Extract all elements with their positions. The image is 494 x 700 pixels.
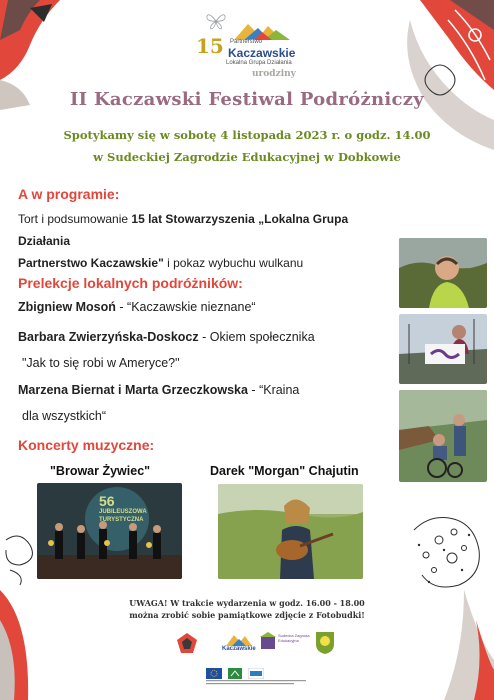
logo-small-text: Partnerstwo	[230, 39, 263, 45]
speaker-2-topic-2: "Jak to się robi w Ameryce?"	[22, 356, 180, 370]
zagroda-logo-icon	[260, 632, 276, 650]
speaker-2-photo	[399, 314, 487, 384]
kaczawskie-logo-mountains	[226, 632, 252, 646]
speaker-3-photo	[399, 390, 487, 482]
funding-text-lines	[206, 680, 306, 686]
speaker-2-name: Barbara Zwierzyńska-Doskocz	[18, 330, 199, 344]
eu-flag-icon	[206, 668, 222, 679]
speaker-3-topic-2: dla wszystkich“	[22, 409, 107, 423]
speaker-3-name: Marzena Biernat i Marta Grzeczkowska	[18, 383, 248, 397]
speaker-2-topic: Okiem społecznika	[209, 330, 315, 344]
butterfly-icon	[206, 12, 226, 30]
meeting-line-1: Spotykamy się w sobotę 4 listopada 2023 r. o godz. 14.00	[63, 128, 431, 142]
stage-text-1: JUBILEUSZOWA	[99, 509, 147, 515]
meeting-line-2: w Sudeckiej Zagrodzie Edukacyjnej w Dobkowie	[93, 150, 401, 164]
notice-line-2: można zrobić sobie pamiątkowe zdjęcie z Fotobudki!	[129, 610, 365, 620]
program-text	[18, 208, 398, 274]
zagroda-logo-text: Sudecka Zagroda Edukacyjna	[278, 633, 310, 643]
stage-number: 56	[99, 493, 115, 509]
logo-number: 15	[196, 34, 224, 58]
program-line2-b: Partnerstwo Kaczawskie"	[18, 256, 164, 270]
speaker-2-sep: -	[198, 330, 210, 344]
speaker-1-photo	[399, 238, 487, 308]
speaker-3-topic: “Kraina	[259, 383, 300, 397]
logo-subtitle: Lokalna Grupa Działania	[226, 60, 292, 66]
logo-urodziny: urodziny	[252, 69, 296, 79]
band-2-photo	[218, 484, 363, 579]
kaczawskie-logo-text: Kaczawskie	[222, 646, 256, 652]
program-line2-a: i pokaz wybuchu wulkanu	[163, 256, 304, 270]
speaker-1-sep: -	[115, 300, 128, 314]
speaker-2	[18, 326, 398, 374]
crest-logo	[314, 630, 336, 654]
notice-line-1: UWAGA! W trakcie wydarzenia w godz. 16.00 - 18.00	[129, 598, 365, 608]
mountains-icon	[234, 20, 290, 40]
program-line1-a: Tort i podsumowanie	[18, 212, 132, 226]
partner-logo-1	[176, 632, 198, 654]
speaker-1	[18, 296, 398, 318]
band-1-photo	[37, 483, 182, 579]
lectures-heading: Prelekcje lokalnych podróżników:	[18, 275, 243, 291]
program-line1-b: 15 lat Stowarzyszenia „Lokalna Grupa Działania	[18, 212, 349, 248]
band-1-label: "Browar Żywiec"	[50, 464, 151, 478]
concerts-heading: Koncerty muzyczne:	[18, 437, 155, 453]
stage-text-2: TURYSTYCZNA	[99, 517, 144, 523]
festival-logo	[196, 12, 306, 82]
speaker-3	[18, 379, 398, 427]
prow-logo-icon	[248, 668, 264, 679]
speaker-3-sep: -	[247, 383, 260, 397]
leader-logo-icon	[228, 668, 242, 679]
notice	[0, 597, 494, 621]
program-heading: A w programie:	[18, 186, 120, 202]
page-title: II Kaczawski Festiwal Podróżniczy	[69, 89, 425, 110]
logo-brand: Kaczawskie	[228, 46, 296, 60]
footer-logos-row-1	[176, 630, 336, 658]
speaker-1-name: Zbigniew Mosoń	[18, 300, 116, 314]
footer-logos-row-2	[176, 664, 336, 686]
speaker-1-topic: “Kaczawskie nieznane“	[127, 300, 256, 314]
band-2-label: Darek "Morgan" Chajutin	[210, 464, 359, 478]
